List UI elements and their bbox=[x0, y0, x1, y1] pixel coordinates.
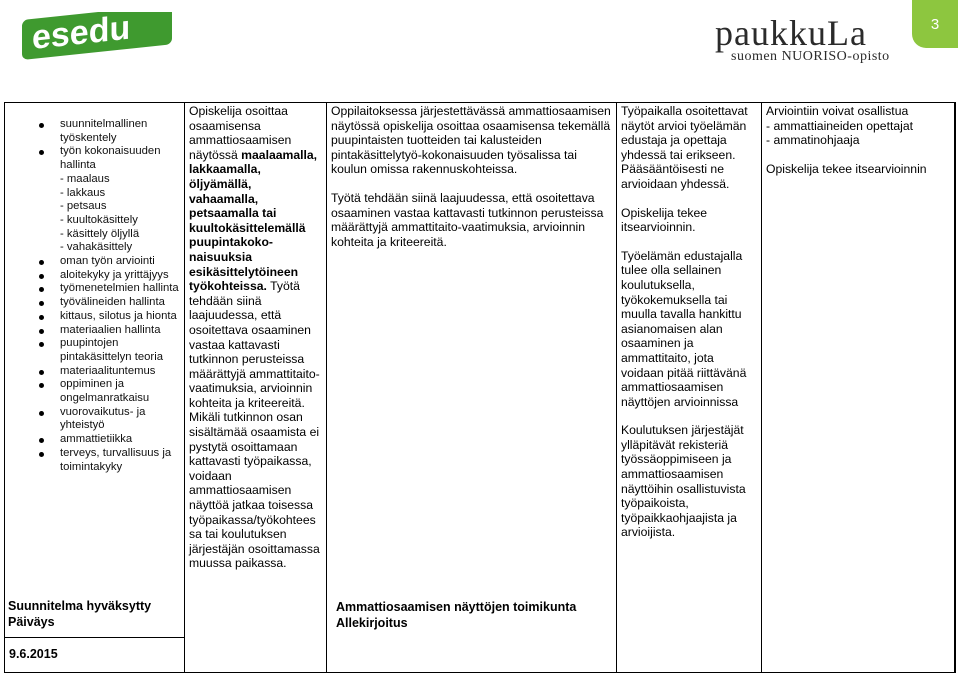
list-item-label: suunnitelmallinen työskentely bbox=[60, 118, 148, 144]
list-item bbox=[5, 378, 184, 405]
signature-block bbox=[336, 600, 576, 631]
list-item-label: ammattietiikka bbox=[60, 433, 133, 446]
col5-line3: - ammatinohjaaja bbox=[766, 133, 860, 148]
list-item bbox=[5, 337, 184, 364]
list-item bbox=[5, 228, 184, 242]
col4-para3: Työelämän edustajalla tulee olla sellainen koulutuksella, työkokemuksella tai muulla tavalla hankittu asianomaisen alan osaaminen ja ammattitaito, jota voidaan pitää riittävänä ammattiosaamisen näyttöjen arvioinnissa bbox=[621, 248, 747, 409]
date-label: Päiväys bbox=[8, 614, 55, 629]
list-item-label: kittaus, silotus ja hionta bbox=[60, 309, 177, 322]
col4-para1: Työpaikalla osoitettavat näytöt arvioi työelämän edustaja ja opettaja yhdessä tai erikseen. Pääsääntöisesti ne arvioidaan yhdessä. bbox=[621, 104, 748, 191]
col3-para2: Työtä tehdään siinä laajuudessa, että osoitettava osaaminen vastaa kattavasti tutkinnon perusteissa määrättyjä ammattitaito-vaatimuksia, arvioinnin kohteita ja kriteereitä. bbox=[331, 190, 604, 249]
bullet-icon bbox=[39, 287, 44, 292]
col4-para2: Opiskelija tekee itsearvioinnin. bbox=[621, 205, 708, 235]
bullet-icon bbox=[39, 438, 44, 443]
list-item bbox=[5, 241, 184, 255]
bullet-icon bbox=[39, 411, 44, 416]
list-item-label: - lakkaus bbox=[60, 186, 106, 199]
bullet-icon bbox=[39, 370, 44, 375]
assessment-plan-table bbox=[4, 102, 956, 673]
bullet-icon bbox=[39, 123, 44, 128]
list-item-label: työmenetelmien hallinta bbox=[60, 282, 179, 295]
col4-para4: Koulutuksen järjestäjät ylläpitävät rekisteriä työssäoppimiseen ja ammattiosaamisen näyttöihin osallistuvista työpaikoista, työpaikkaohjaajista ja arvioijista. bbox=[621, 423, 746, 540]
approved-label: Suunnitelma hyväksytty bbox=[8, 599, 152, 613]
list-item-label: terveys, turvallisuus ja toimintakyky bbox=[60, 446, 172, 473]
paukkula-logo-sub-1: suomen bbox=[731, 49, 778, 64]
paukkula-logo bbox=[715, 14, 895, 66]
col2-para3: Mikäli tutkinnon osan sisältämää osaamista ei pystytä osoittamaan kattavasti työpaikassa, voidaan ammattiosaamisen näyttöä jatkaa toisessa työpaikassa/työkohtees sa tai koulutuksen järjestäjän osoittamassa muussa paikassa. bbox=[189, 410, 320, 571]
list-item-label: aloitekyky ja yrittäjyys bbox=[60, 268, 169, 281]
date-value: 9.6.2015 bbox=[9, 647, 58, 661]
bullet-icon bbox=[39, 274, 44, 279]
list-item bbox=[5, 269, 184, 283]
signature-label: Allekirjoitus bbox=[336, 615, 408, 630]
list-item-label: - käsittely öljyllä bbox=[60, 227, 140, 240]
bullet-icon bbox=[39, 150, 44, 155]
list-item bbox=[5, 118, 184, 145]
list-item bbox=[5, 447, 184, 474]
table-right-border bbox=[954, 102, 955, 673]
list-item-label: työvälineiden hallinta bbox=[60, 296, 165, 309]
paukkula-logo-main: paukkuLa bbox=[715, 13, 867, 53]
demonstration-workplace-cell bbox=[185, 103, 327, 673]
list-item bbox=[5, 433, 184, 447]
list-item-label: puupintojen pintakäsittelyn teoria bbox=[60, 337, 163, 363]
bullet-icon bbox=[39, 452, 44, 457]
col2-intro: Opiskelija osoittaa osaamisensa ammattiosaamisen näytössä bbox=[189, 104, 292, 162]
list-item-label: materiaalien hallinta bbox=[60, 323, 161, 336]
col5-para2: Opiskelija tekee itsearvioinnin bbox=[766, 161, 927, 176]
list-item-label: vuorovaikutus- ja yhteistyö bbox=[60, 405, 146, 432]
committee-label: Ammattiosaamisen näyttöjen toimikunta bbox=[336, 600, 577, 614]
list-item-label: - petsaus bbox=[60, 200, 107, 213]
list-item bbox=[5, 282, 184, 296]
col5-line1: Arviointiin voivat osallistua bbox=[766, 104, 909, 118]
list-item-label: materiaalituntemus bbox=[60, 364, 156, 377]
bullet-icon bbox=[39, 329, 44, 334]
list-item bbox=[5, 310, 184, 324]
skills-list bbox=[5, 118, 184, 474]
list-item bbox=[5, 365, 184, 379]
list-item bbox=[5, 406, 184, 433]
bullet-icon bbox=[39, 260, 44, 265]
list-item bbox=[5, 296, 184, 310]
page-number-badge bbox=[912, 0, 958, 48]
skills-cell bbox=[5, 103, 185, 673]
list-item bbox=[5, 145, 184, 172]
list-item-label: - kuultokäsittely bbox=[60, 213, 138, 226]
bullet-icon bbox=[39, 301, 44, 306]
col5-line2: - ammattiaineiden opettajat bbox=[766, 118, 914, 133]
list-item-label: - vahakäsittely bbox=[60, 241, 133, 254]
esedu-logo-text: esedu bbox=[32, 12, 131, 57]
list-item bbox=[5, 173, 184, 187]
table-left-border bbox=[4, 102, 5, 673]
bullet-icon bbox=[39, 342, 44, 347]
list-item bbox=[5, 324, 184, 338]
paukkula-logo-sub bbox=[731, 49, 890, 65]
col3-para1: Oppilaitoksessa järjestettävässä ammattiosaamisen näytössä opiskelija osoittaa osaamisensa tekemällä puupintaisten tuotteiden tai kalusteiden pintakäsittelytyö-kokonaisuuden työsalissa tai koulun omissa rakennuskohteissa. bbox=[331, 104, 611, 177]
list-item bbox=[5, 187, 184, 201]
list-item bbox=[5, 214, 184, 228]
table-bottom-border bbox=[4, 672, 955, 673]
col2-para2: Työtä tehdään siinä laajuudessa, että osoitettava osaaminen vastaa kattavasti tutkinnon perusteissa määrättyjä ammattitaito-vaatimuksia, arvioinnin kohteita ja kriteereitä. bbox=[189, 279, 320, 410]
list-item-label: oman työn arviointi bbox=[60, 255, 155, 268]
bullet-icon bbox=[39, 315, 44, 320]
table-row bbox=[5, 103, 956, 673]
assessors-cell bbox=[617, 103, 762, 673]
page-number: 3 bbox=[930, 16, 940, 33]
col2-bold: maalaamalla, lakkaamalla, öljyämällä, vahaamalla, petsaamalla tai kuultokäsittelemällä puupintakoko-naisuuksia esikäsittelytöineen työkohteissa. bbox=[189, 147, 318, 294]
esedu-logo bbox=[22, 12, 172, 64]
list-item-label: oppiminen ja ongelmanratkaisu bbox=[60, 378, 150, 405]
paukkula-logo-sub-2: NUORISO-opisto bbox=[781, 49, 890, 64]
bullet-icon bbox=[39, 383, 44, 388]
list-item bbox=[5, 255, 184, 269]
list-item bbox=[5, 200, 184, 214]
demonstration-school-cell bbox=[327, 103, 617, 673]
participants-cell bbox=[762, 103, 956, 673]
list-item-label: työn kokonaisuuden hallinta bbox=[60, 145, 161, 172]
list-item-label: - maalaus bbox=[60, 172, 110, 185]
